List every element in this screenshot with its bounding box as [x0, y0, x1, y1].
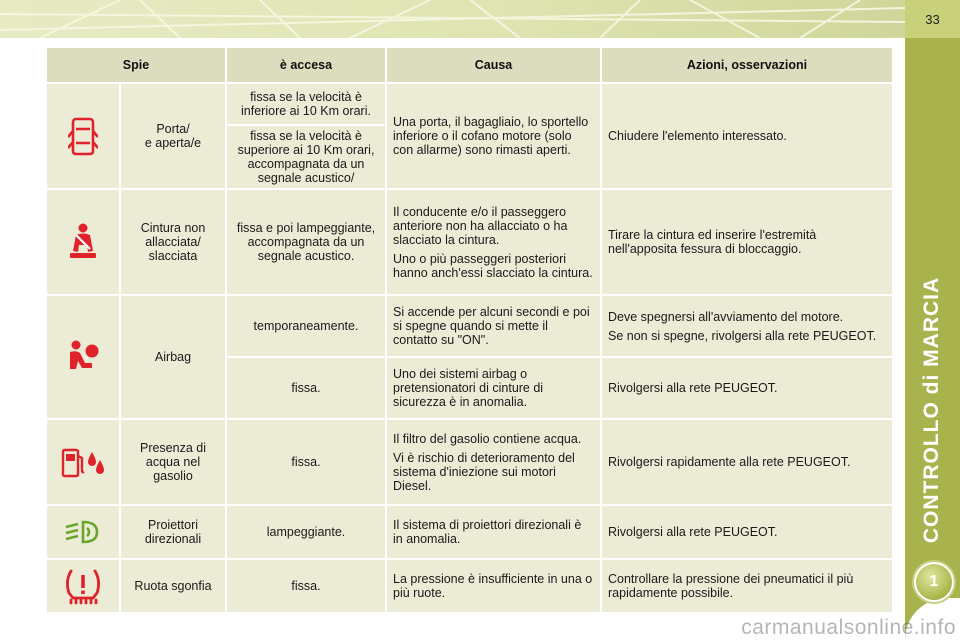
- table-row: [47, 506, 892, 558]
- ruota-icon-cell: [47, 560, 119, 612]
- proiettori-icon-cell: [47, 506, 119, 558]
- airbag-icon: [65, 339, 101, 375]
- gasolio-cause-2: Vi è rischio di deterioramento del sistema d'iniezione sui motori Diesel.: [393, 450, 575, 493]
- porta-icon-cell: [47, 84, 119, 188]
- chapter-title: CONTROLLO di MARCIA: [920, 276, 943, 544]
- header-causa: Causa: [387, 48, 600, 82]
- proiettori-name: Proiettori direzionali: [121, 506, 225, 558]
- gasolio-when: fissa.: [227, 420, 385, 504]
- headlamp-icon: [63, 518, 103, 546]
- seatbelt-icon: [66, 223, 100, 261]
- airbag-when-1: temporaneamente.: [227, 296, 385, 356]
- gasolio-icon-cell: [47, 420, 119, 504]
- page-number: 33: [905, 0, 960, 38]
- gasolio-cause-1: Il filtro del gasolio contiene acqua.: [393, 431, 582, 446]
- cintura-when: fissa e poi lampeggiante, accompagnata da un segnale acustico.: [227, 190, 385, 294]
- table-row: [47, 560, 892, 612]
- porta-action: Chiudere l'elemento interessato.: [602, 84, 892, 188]
- cintura-name: Cintura non allacciata/ slacciata: [121, 190, 225, 294]
- cintura-cause-1: Il conducente e/o il passeggero anteriore non ha allacciato o ha slacciato la cintura.: [393, 204, 568, 247]
- gasolio-name: Presenza di acqua nel gasolio: [121, 420, 225, 504]
- header-band: [0, 0, 905, 38]
- tyre-pressure-icon: [63, 567, 103, 605]
- ruota-when: fissa.: [227, 560, 385, 612]
- table-row: [47, 190, 892, 294]
- ruota-name: Ruota sgonfia: [121, 560, 225, 612]
- proiettori-action: Rivolgersi alla rete PEUGEOT.: [602, 506, 892, 558]
- airbag-cause-2: Uno dei sistemi airbag o pretensionatori di cinture di sicurezza è in anomalia.: [387, 358, 600, 418]
- airbag-icon-cell: [47, 296, 119, 418]
- airbag-when-2: fissa.: [227, 358, 385, 418]
- warning-lights-table: [45, 46, 894, 614]
- airbag-action-1b: Se non si spegne, rivolgersi alla rete PEUGEOT.: [608, 328, 877, 343]
- gasolio-action: Rivolgersi rapidamente alla rete PEUGEOT.: [602, 420, 892, 504]
- header-azioni: Azioni, osservazioni: [602, 48, 892, 82]
- watermark: carmanualsonline.info: [741, 616, 956, 639]
- porta-cause: Una porta, il bagagliaio, lo sportello inferiore o il cofano motore (solo con allarme) sono rimasti aperti.: [387, 84, 600, 188]
- cintura-icon-cell: [47, 190, 119, 294]
- proiettori-when: lampeggiante.: [227, 506, 385, 558]
- header-accesa: è accesa: [227, 48, 385, 82]
- cintura-cause-2: Uno o più passeggeri posteriori hanno anch'essi slacciato la cintura.: [393, 251, 593, 280]
- table-row: [47, 84, 892, 124]
- chapter-badge: 1: [914, 562, 954, 602]
- table-row: [47, 296, 892, 356]
- header-spie: Spie: [47, 48, 225, 82]
- header-pattern: [0, 0, 905, 38]
- porta-name: Porta/ e aperta/e: [121, 84, 225, 188]
- airbag-name: Airbag: [121, 296, 225, 418]
- ruota-cause: La pressione è insufficiente in una o più ruote.: [387, 560, 600, 612]
- cintura-cause-cell: [387, 190, 600, 294]
- airbag-action-2: Rivolgersi alla rete PEUGEOT.: [602, 358, 892, 418]
- proiettori-cause: Il sistema di proiettori direzionali è in anomalia.: [387, 506, 600, 558]
- door-open-icon: [68, 115, 98, 157]
- gasolio-cause-cell: [387, 420, 600, 504]
- airbag-cause-1: Si accende per alcuni secondi e poi si spegne quando si mette il contatto su "ON".: [387, 296, 600, 356]
- porta-when-1: fissa se la velocità è inferiore ai 10 Km orari.: [227, 84, 385, 124]
- airbag-action-1-cell: [602, 296, 892, 356]
- cintura-action: Tirare la cintura ed inserire l'estremità nell'apposita fessura di bloccaggio.: [602, 190, 892, 294]
- porta-when-2: fissa se la velocità è superiore ai 10 Km orari, accompagnata da un segnale acustico/: [227, 126, 385, 188]
- table-row: [47, 420, 892, 504]
- ruota-action: Controllare la pressione dei pneumatici il più rapidamente possibile.: [602, 560, 892, 612]
- water-in-fuel-icon: [61, 446, 105, 478]
- airbag-action-1a: Deve spegnersi all'avviamento del motore.: [608, 309, 844, 324]
- table-header-row: [47, 48, 892, 82]
